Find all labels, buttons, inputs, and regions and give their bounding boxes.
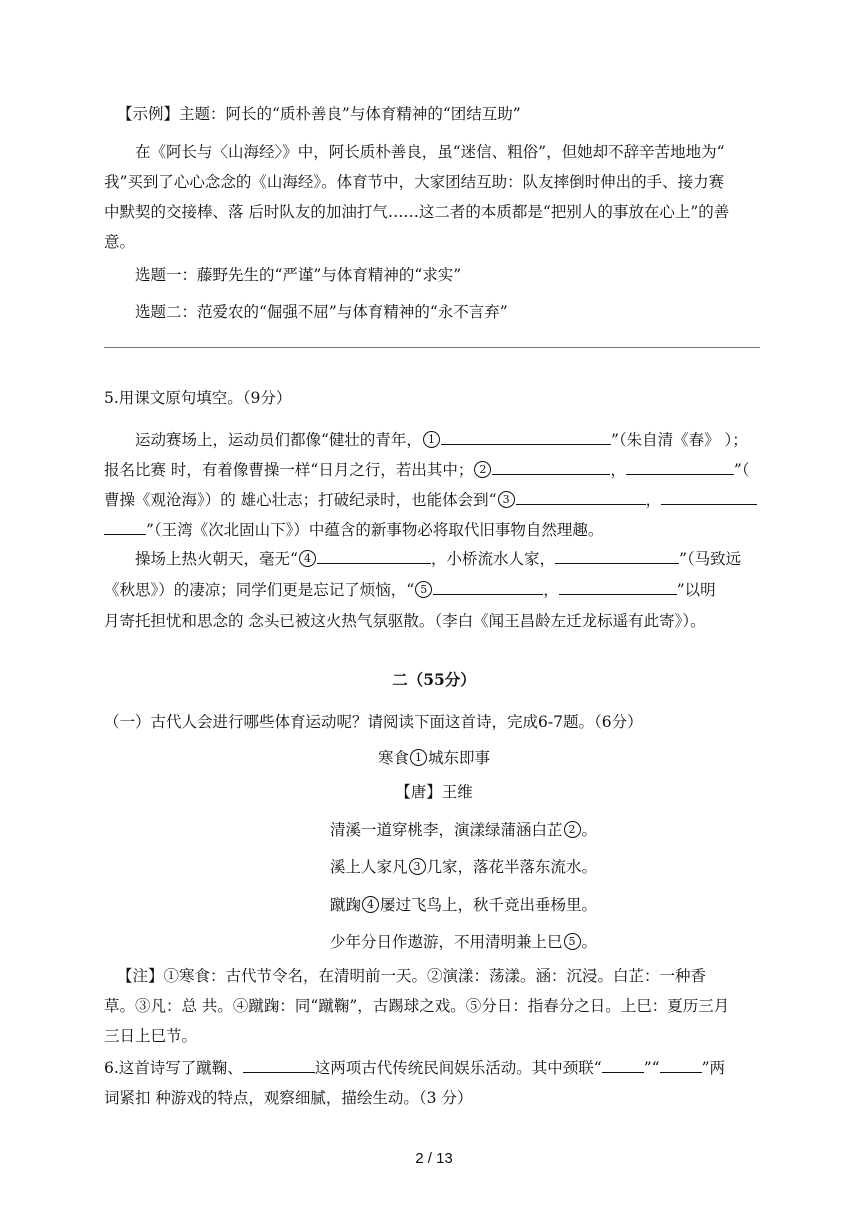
footnote-marker: 1 xyxy=(410,749,427,766)
question-6-line: 词紧扣 种游戏的特点，观察细腻，描绘生动。（3 分） xyxy=(104,1089,473,1107)
text-segment: 寒食 xyxy=(377,749,409,767)
example-title: 【示例】主题：阿长的“质朴善良”与体育精神的“团结互助” xyxy=(117,105,521,123)
poem-notes-line: 草。③凡：总 共。④蹴踘：同“蹴鞠”，古踢球之戏。⑤分日：指春分之日。上巳：夏历三月 xyxy=(104,997,730,1015)
text-segment: 操场上热火朝天，毫无“ xyxy=(135,550,298,568)
text-segment: ”两 xyxy=(701,1059,726,1077)
text-segment: ”（马致远 xyxy=(678,550,742,568)
example-paragraph-line: 我”买到了心心念念的《山海经》。体育节中，大家团结互助：队友摔倒时伸出的手、接力赛 xyxy=(104,173,725,191)
text-segment: 这两项古代传统民间娱乐活动。其中颈联“ xyxy=(314,1059,602,1077)
answer-blank-6c[interactable] xyxy=(660,1058,702,1073)
text-segment: 《秋思》）的凄凉；同学们更是忘记了烦恼，“ xyxy=(104,581,415,599)
answer-blank-5b[interactable] xyxy=(559,580,677,595)
footnote-marker: 2 xyxy=(564,821,581,838)
question-5-line xyxy=(104,460,750,480)
footnote-marker: 3 xyxy=(409,858,426,875)
poem-line xyxy=(330,895,597,915)
poem-title xyxy=(0,748,868,768)
text-segment: ，小桥流水人家， xyxy=(430,550,555,568)
answer-blank-4a[interactable] xyxy=(317,549,431,564)
text-segment: 6.这首诗写了蹴鞠、 xyxy=(104,1059,243,1077)
text-segment: 少年分日作遨游，不用清明兼上巳 xyxy=(330,933,563,951)
question-6-line xyxy=(104,1058,725,1078)
text-segment: 运动赛场上，运动员们都像“健壮的青年， xyxy=(135,431,422,449)
answer-blank-1[interactable] xyxy=(441,430,611,445)
text-segment: ”以明 xyxy=(676,581,716,599)
blank-number-5: 5 xyxy=(415,581,432,598)
text-segment: 报名比赛 时，有着像曹操一样“日月之行，若出其中； xyxy=(104,461,474,479)
question-5-line xyxy=(104,580,716,600)
text-segment: ， xyxy=(645,491,662,509)
text-segment: 溪上人家凡 xyxy=(330,858,408,876)
poem-author: 【唐】王维 xyxy=(395,783,473,801)
section-divider xyxy=(104,347,760,348)
question-5-line xyxy=(135,549,741,569)
answer-blank-3a[interactable] xyxy=(516,490,646,505)
page-number: 2 / 13 xyxy=(415,1150,453,1167)
answer-blank-4b[interactable] xyxy=(555,549,679,564)
question-5-line xyxy=(104,520,603,540)
section-2-intro: （一）古代人会进行哪些体育运动呢？请阅读下面这首诗，完成6-7题。（6分） xyxy=(104,713,643,731)
blank-number-3: 3 xyxy=(498,491,515,508)
text-segment: ， xyxy=(543,581,559,599)
question-5-line xyxy=(104,490,757,510)
answer-blank-2b[interactable] xyxy=(626,460,734,475)
question-5-line xyxy=(135,430,748,450)
text-segment: ， xyxy=(610,461,626,479)
answer-blank-3b[interactable] xyxy=(661,490,757,505)
example-paragraph-line: 中默契的交接棒、落 后时队友的加油打气……这二者的本质都是“把别人的事放在心上”的善 xyxy=(104,203,730,221)
answer-blank-3c[interactable] xyxy=(104,520,146,535)
poem-line xyxy=(330,820,597,840)
question-5-line: 月寄托担忧和思念的 念头已被这火热气氛驱散。（李白《闻王昌龄左迁龙标遥有此寄》）。 xyxy=(104,612,706,630)
topic-option-1: 选题一：藤野先生的“严谨”与体育精神的“求实” xyxy=(135,266,462,284)
text-segment: 几家，落花半落东流水。 xyxy=(426,858,598,876)
text-segment: 城东即事 xyxy=(428,749,491,767)
example-paragraph-line: 在《阿长与〈山海经〉》中，阿长质朴善良，虽“迷信、粗俗”，但她却不辞辛苦地地为“ xyxy=(135,143,725,161)
poem-notes-line: 【注】①寒食：古代节令名，在清明前一天。②演漾：荡漾。涵：沉浸。白芷：一种香 xyxy=(117,967,707,985)
poem-notes-line: 三日上巳节。 xyxy=(104,1027,198,1045)
poem-line xyxy=(330,857,597,877)
text-segment: ”“ xyxy=(643,1059,660,1077)
topic-option-2: 选题二：范爱农的“倔强不屈”与体育精神的“永不言弃” xyxy=(135,303,508,321)
text-segment: 清溪一道穿桃李，演漾绿蒲涵白芷 xyxy=(330,821,563,839)
answer-blank-6a[interactable] xyxy=(243,1058,315,1073)
footnote-marker: 5 xyxy=(564,933,581,950)
text-segment: ”（ xyxy=(733,461,750,479)
text-segment: 。 xyxy=(581,821,598,839)
blank-number-4: 4 xyxy=(299,550,316,567)
section-2-heading: 二（55分） xyxy=(392,670,476,689)
blank-number-1: 1 xyxy=(423,431,440,448)
example-paragraph-line: 意。 xyxy=(104,233,136,251)
answer-blank-2a[interactable] xyxy=(492,460,610,475)
text-segment: ”（朱自清《春》 ）； xyxy=(610,431,748,449)
footnote-marker: 4 xyxy=(362,896,379,913)
text-segment: 屡过飞鸟上，秋千竞出垂杨里。 xyxy=(380,896,598,914)
answer-blank-5a[interactable] xyxy=(433,580,543,595)
text-segment: ”（王湾《次北固山下》）中蕴含的新事物必将取代旧事物自然理趣。 xyxy=(146,521,604,539)
text-segment: 曹操《观沧海》）的 雄心壮志；打破纪录时，也能体会到“ xyxy=(104,491,497,509)
text-segment: 。 xyxy=(581,933,598,951)
poem-line xyxy=(330,932,597,952)
answer-blank-6b[interactable] xyxy=(602,1058,644,1073)
blank-number-2: 2 xyxy=(474,461,491,478)
text-segment: 蹴踘 xyxy=(330,896,362,914)
question-5-title: 5.用课文原句填空。（9分） xyxy=(104,389,292,407)
